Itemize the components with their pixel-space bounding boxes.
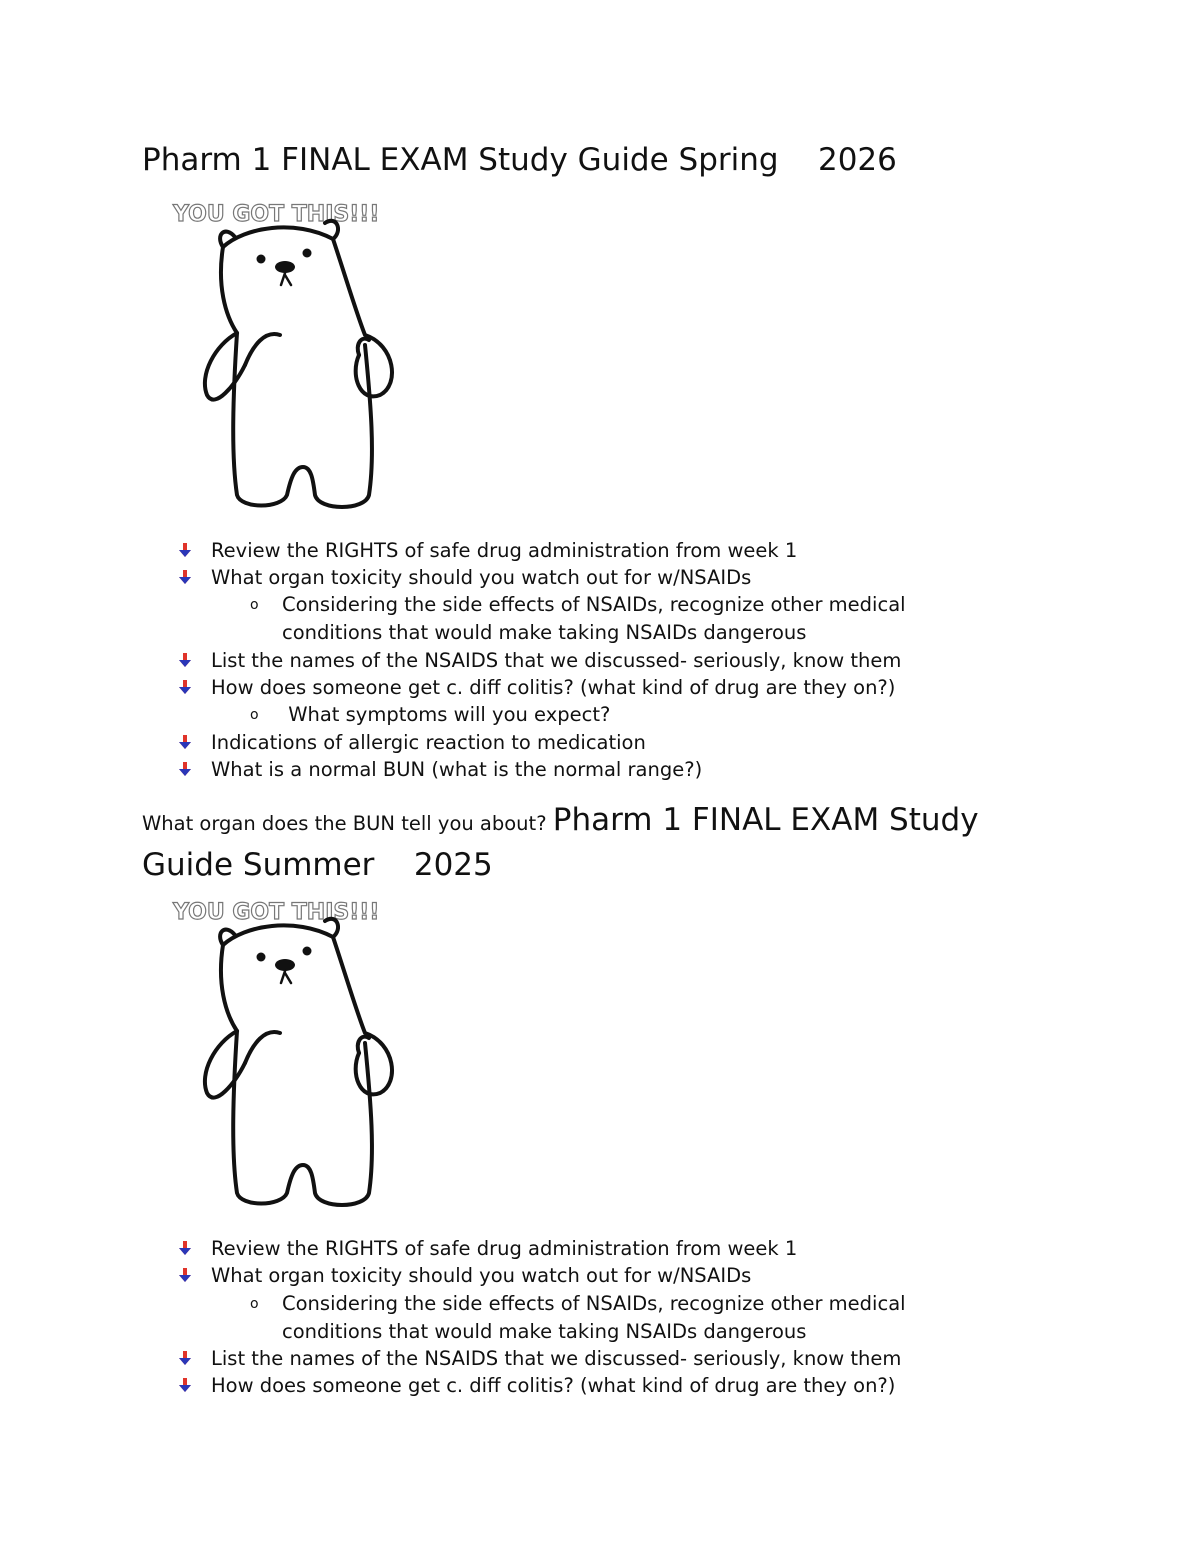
list-item: List the names of the NSAIDS that we discussed- seriously, know them (211, 649, 902, 672)
list-subitem: Considering the side effects of NSAIDs, recognize other medical (282, 593, 906, 616)
arrow-down-icon (177, 1240, 193, 1256)
arrow-down-icon (177, 1377, 193, 1393)
arrow-down-icon (177, 652, 193, 668)
bear-image (145, 893, 415, 1213)
arrow-down-icon (177, 569, 193, 585)
list-item: What is a normal BUN (what is the normal range?) (211, 758, 703, 781)
list-item: Review the RIGHTS of safe drug administration from week 1 (211, 539, 798, 562)
arrow-down-icon (177, 734, 193, 750)
bun-question: What organ does the BUN tell you about? (142, 812, 553, 835)
bun-question-and-title (142, 800, 1142, 890)
sub-bullet: o (250, 707, 259, 723)
list-subitem-continued: conditions that would make taking NSAIDs dangerous (282, 1320, 807, 1343)
page-title-summer-line2: Guide Summer 2025 (142, 847, 493, 883)
list-item: How does someone get c. diff colitis? (what kind of drug are they on?) (211, 1374, 896, 1397)
image-caption: YOU GOT THIS!!! (173, 202, 380, 227)
bear-illustration (145, 195, 415, 515)
list-item: How does someone get c. diff colitis? (what kind of drug are they on?) (211, 676, 896, 699)
list-item: What organ toxicity should you watch out for w/NSAIDs (211, 566, 752, 589)
list-subitem: What symptoms will you expect? (282, 703, 611, 726)
sub-bullet: o (250, 1296, 259, 1312)
list-subitem: Considering the side effects of NSAIDs, recognize other medical (282, 1292, 906, 1315)
list-item: Indications of allergic reaction to medication (211, 731, 646, 754)
arrow-down-icon (177, 1267, 193, 1283)
list-subitem-continued: conditions that would make taking NSAIDs dangerous (282, 621, 807, 644)
list-item: What organ toxicity should you watch out for w/NSAIDs (211, 1264, 752, 1287)
image-caption: YOU GOT THIS!!! (173, 900, 380, 925)
bear-image (145, 195, 415, 515)
page-title-summer-line1: Pharm 1 FINAL EXAM Study (552, 802, 979, 838)
bear-illustration-2 (145, 893, 415, 1213)
arrow-down-icon (177, 1350, 193, 1366)
arrow-down-icon (177, 679, 193, 695)
arrow-down-icon (177, 542, 193, 558)
list-item: List the names of the NSAIDS that we discussed- seriously, know them (211, 1347, 902, 1370)
list-item: Review the RIGHTS of safe drug administration from week 1 (211, 1237, 798, 1260)
page-title-spring: Pharm 1 FINAL EXAM Study Guide Spring 2026 (142, 142, 897, 178)
arrow-down-icon (177, 761, 193, 777)
sub-bullet: o (250, 597, 259, 613)
